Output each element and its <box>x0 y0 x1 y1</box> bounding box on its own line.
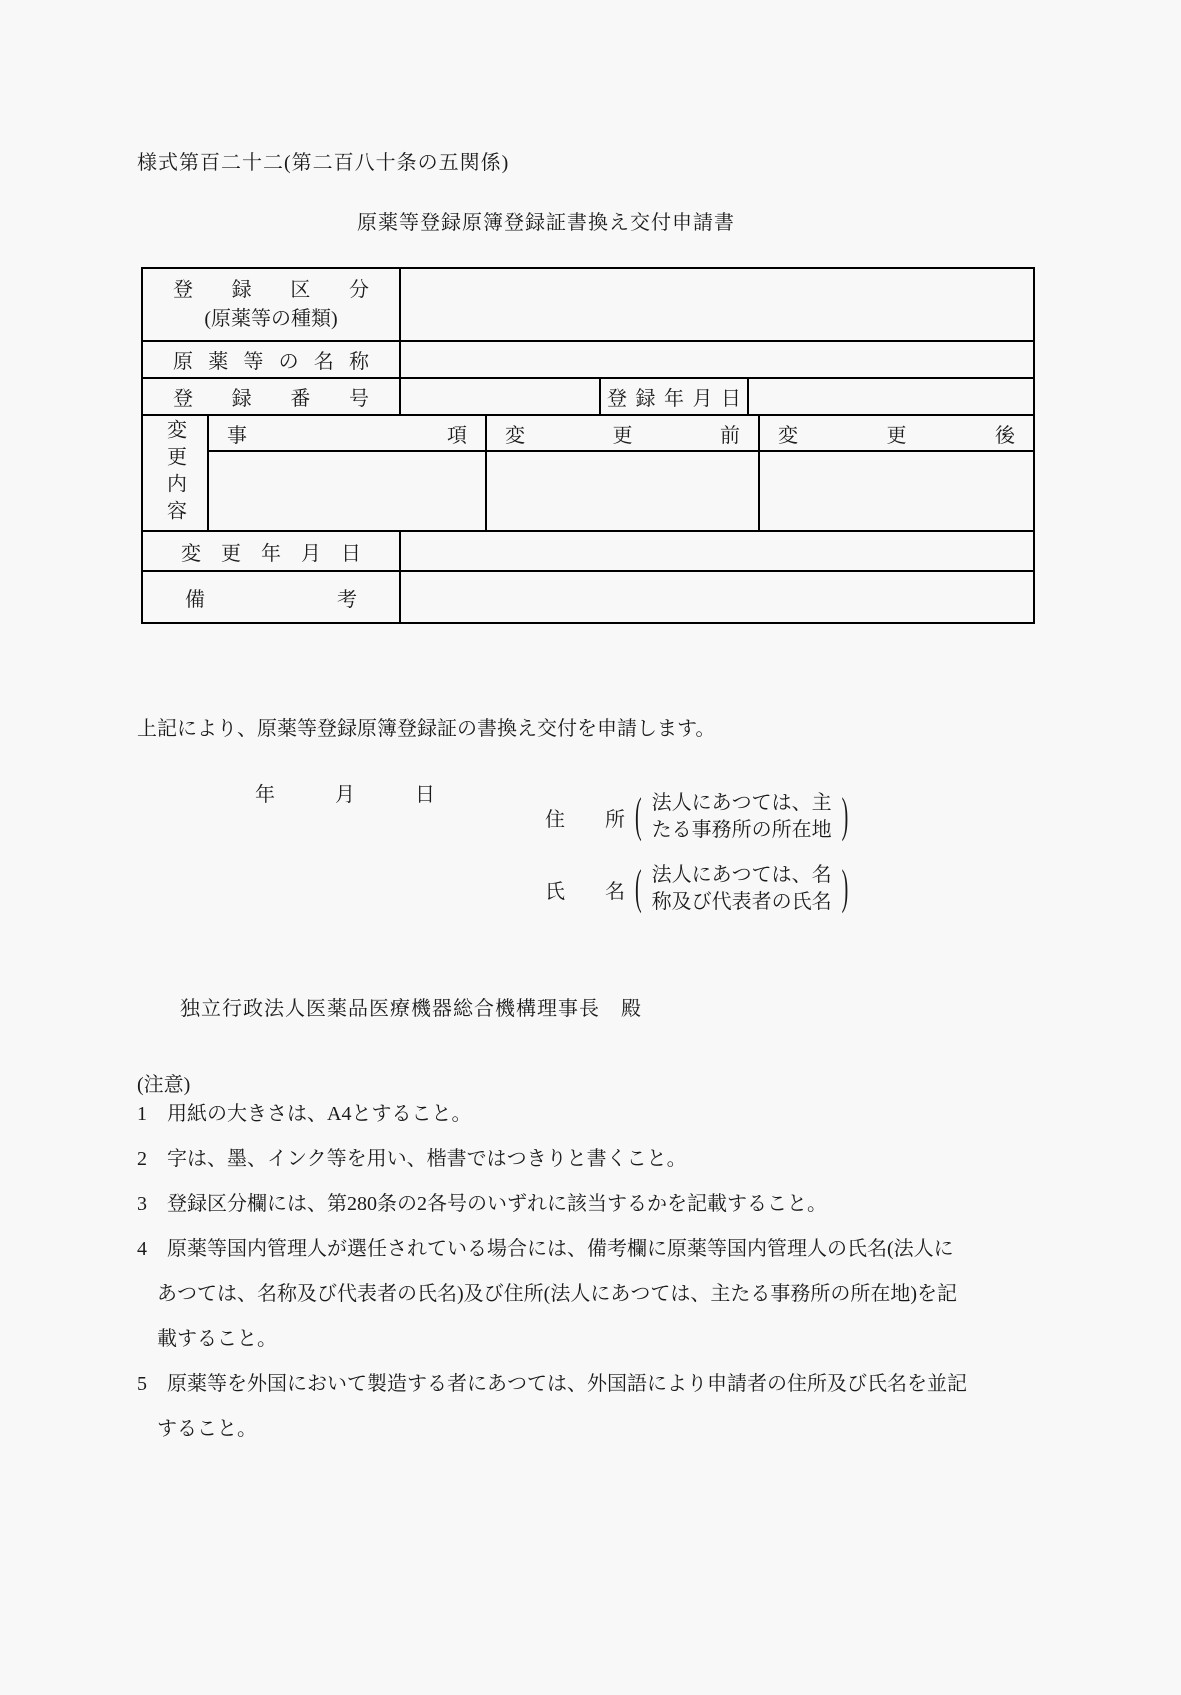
change-item-value[interactable] <box>209 452 485 530</box>
change-date-label: 変更年月日 <box>181 542 361 565</box>
applicant-address-row <box>545 790 848 844</box>
registration-category-sublabel: (原薬等の種類) <box>204 307 338 330</box>
name-note: 法人にあつては、名 称及び代表者の氏名 <box>651 864 832 913</box>
change-details-row <box>143 414 1033 530</box>
registration-date-label: 登録年月日 <box>599 379 747 414</box>
registration-number-row <box>143 377 1033 414</box>
name-label: 氏 名 <box>545 880 625 903</box>
form-number: 様式第百二十二(第二百八十条の五関係) <box>137 152 510 174</box>
note-item-2: 2 字は、墨、インク等を用い、楷書ではつきりと書くこと。 <box>137 1148 687 1170</box>
registration-category-row <box>143 269 1033 340</box>
change-before-value[interactable] <box>485 452 758 530</box>
change-date-row <box>143 530 1033 570</box>
applicant-name-row <box>545 862 848 916</box>
registration-date-value[interactable] <box>747 379 1033 414</box>
change-details-values <box>209 452 1033 530</box>
address-note: 法人にあつては、主 たる事務所の所在地 <box>651 792 832 841</box>
close-paren-icon: ) <box>841 788 849 843</box>
application-table <box>141 267 1035 624</box>
change-after-header: 変更後 <box>758 416 1033 450</box>
registration-number-value[interactable] <box>399 379 599 414</box>
notes-heading: (注意) <box>137 1074 191 1096</box>
change-details-header <box>209 416 1033 452</box>
addressee-line: 独立行政法人医薬品医療機器総合機構理事長 殿 <box>180 998 642 1020</box>
address-label: 住 所 <box>545 808 625 831</box>
registration-category-label: 登録区分 (原薬等の種類) <box>143 269 399 340</box>
drug-name-row <box>143 340 1033 377</box>
drug-name-label: 原薬等の名称 <box>173 351 369 373</box>
change-details-side-label: 変更内容 <box>163 419 186 527</box>
date-line[interactable]: 年 月 日 <box>255 784 435 806</box>
open-paren-icon: ( <box>635 860 642 915</box>
registration-category-value[interactable] <box>399 269 1033 340</box>
change-date-value[interactable] <box>399 532 1033 570</box>
change-details-grid <box>207 416 1033 530</box>
note-item-5: 5 原薬等を外国において製造する者にあつては、外国語により申請者の住所及び氏名を並記すること。 <box>137 1373 967 1440</box>
remarks-value[interactable] <box>399 572 1033 622</box>
page-title: 原薬等登録原簿登録証書換え交付申請書 <box>357 212 735 234</box>
drug-name-value[interactable] <box>399 342 1033 377</box>
registration-number-label: 登録番号 <box>173 388 369 410</box>
close-paren-icon: ) <box>841 860 849 915</box>
change-after-value[interactable] <box>758 452 1033 530</box>
remarks-row <box>143 570 1033 622</box>
open-paren-icon: ( <box>635 788 642 843</box>
notes-list <box>137 1092 967 1452</box>
change-item-header: 事項 <box>227 424 467 447</box>
note-item-1: 1 用紙の大きさは、A4とすること。 <box>137 1103 472 1125</box>
application-statement: 上記により、原薬等登録原簿登録証の書換え交付を申請します。 <box>137 718 716 740</box>
note-item-4: 4 原薬等国内管理人が選任されている場合には、備考欄に原薬等国内管理人の氏名(法人にあつては、名称及び代表者の氏名)及び住所(法人にあつては、主たる事務所の所在地)を記載すること。 <box>137 1238 957 1350</box>
note-item-3: 3 登録区分欄には、第280条の2各号のいずれに該当するかを記載すること。 <box>137 1193 827 1215</box>
change-before-header: 変更前 <box>485 416 758 450</box>
remarks-label: 備考 <box>185 588 357 611</box>
